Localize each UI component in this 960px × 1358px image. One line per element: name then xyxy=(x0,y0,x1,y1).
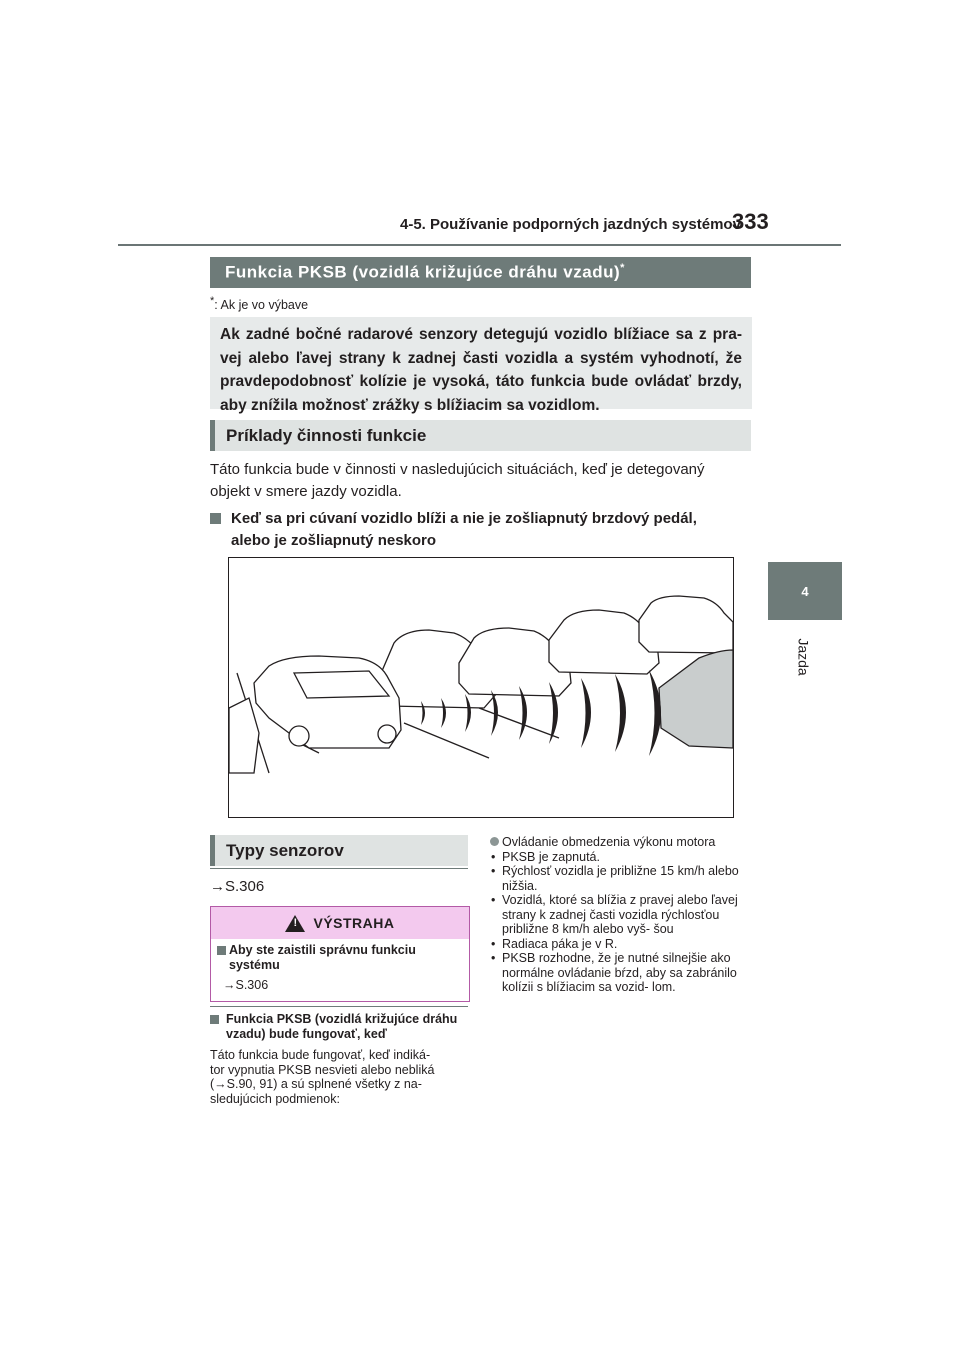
engine-limit-heading xyxy=(490,835,752,850)
functioning-rule xyxy=(210,1006,468,1007)
warning-heading xyxy=(217,943,463,972)
section-title-sensors xyxy=(210,835,468,866)
functioning-heading xyxy=(210,1012,468,1041)
section-title-text: Funkcia PKSB (vozidlá križujúce dráhu vzadu) xyxy=(225,262,621,282)
header-rule xyxy=(118,244,841,246)
examples-title-text: Príklady činnosti funkcie xyxy=(226,425,427,445)
sensors-ref[interactable]: →S.306 xyxy=(210,878,265,895)
examples-body xyxy=(210,459,755,503)
warning-title: VÝSTRAHA xyxy=(313,915,395,931)
warning-heading-text: Aby ste zaistili správnu funkciu systému xyxy=(229,943,416,972)
section-title-examples xyxy=(210,420,751,451)
functioning-line3: (→S.90, 91) a sú splnené všetky z na- xyxy=(210,1077,422,1091)
square-bullet-icon xyxy=(210,1015,219,1024)
case-heading-line1: Keď sa pri cúvaní vozidlo blíži a nie je zošliapnutý brzdový pedál, xyxy=(231,510,697,527)
footnote-text: : Ak je vo výbave xyxy=(214,298,309,313)
condition-item: • Vozidlá, ktoré sa blížia z pravej alebo ľavej strany k zadnej časti vozidla rýchlosťou približne 8 km/h alebo vyš- šou xyxy=(490,893,744,937)
functioning-body xyxy=(210,1048,472,1106)
engine-limit-heading-text: Ovládanie obmedzenia výkonu motora xyxy=(502,835,716,849)
illustration-reversing-car xyxy=(228,557,734,818)
warning-box xyxy=(210,906,470,1002)
intro-text: Ak zadné bočné radarové senzory detegujú vozidlo blížiace sa z pra- vej alebo ľavej strany k zadnej časti vozidla a systém vyhodnotí, že pravdepodobnosť kolízie je vysoká, táto funkcia bude ovládať brzdy, aby znížila možnosť zrážky s blížiacim sa vozidlom. xyxy=(220,326,742,414)
footnote-mark: * xyxy=(210,295,215,307)
round-bullet-icon xyxy=(490,837,499,846)
page-number: 333 xyxy=(732,209,769,234)
functioning-line1: Táto funkcia bude fungovať, keď indiká- xyxy=(210,1048,431,1062)
functioning-line4: sledujúcich podmienok: xyxy=(210,1091,340,1106)
sensors-title-rule xyxy=(210,868,468,869)
functioning-line2: tor vypnutia PKSB nesvieti alebo nebliká xyxy=(210,1062,435,1077)
functioning-heading-text: Funkcia PKSB (vozidlá križujúce dráhu vzadu) bude fungovať, keď xyxy=(226,1012,458,1041)
warning-header xyxy=(211,907,469,939)
case-heading xyxy=(210,508,750,552)
warning-ref[interactable]: →S.306 xyxy=(223,978,269,992)
condition-item: • PKSB je zapnutá. xyxy=(490,850,744,865)
square-bullet-icon xyxy=(217,946,226,955)
engine-limit-conditions xyxy=(490,850,744,995)
chapter-name-text: Jazda xyxy=(796,638,813,676)
chapter-tab: 4 xyxy=(768,562,842,620)
sensors-title-text: Typy senzorov xyxy=(226,840,344,860)
warning-triangle-icon xyxy=(285,915,305,932)
footnote xyxy=(210,295,308,312)
condition-item: • Rýchlosť vozidla je približne 15 km/h alebo nižšia. xyxy=(490,864,744,893)
condition-item: • Radiaca páka je v R. xyxy=(490,937,744,952)
illustration-svg xyxy=(229,558,733,817)
intro-box xyxy=(210,317,752,414)
square-bullet-icon xyxy=(210,513,221,524)
engine-limit-block xyxy=(490,835,752,995)
chapter-name xyxy=(788,632,820,682)
section-title-mark: * xyxy=(620,262,625,275)
condition-item: • PKSB rozhodne, že je nutné silnejšie ako normálne ovládanie bŕzd, aby sa zabránilo kolízii s blížiacim sa vozid- lom. xyxy=(490,951,744,995)
examples-body-line2: objekt v smere jazdy vozidla. xyxy=(210,483,402,500)
case-heading-line2: alebo je zošliapnutý neskoro xyxy=(231,532,437,549)
examples-body-line1: Táto funkcia bude v činnosti v nasledujúcich situáciách, keď je detegovaný xyxy=(210,461,705,478)
section-title-pksb xyxy=(210,257,751,288)
running-header: 4-5. Používanie podporných jazdných systémov xyxy=(400,216,741,233)
